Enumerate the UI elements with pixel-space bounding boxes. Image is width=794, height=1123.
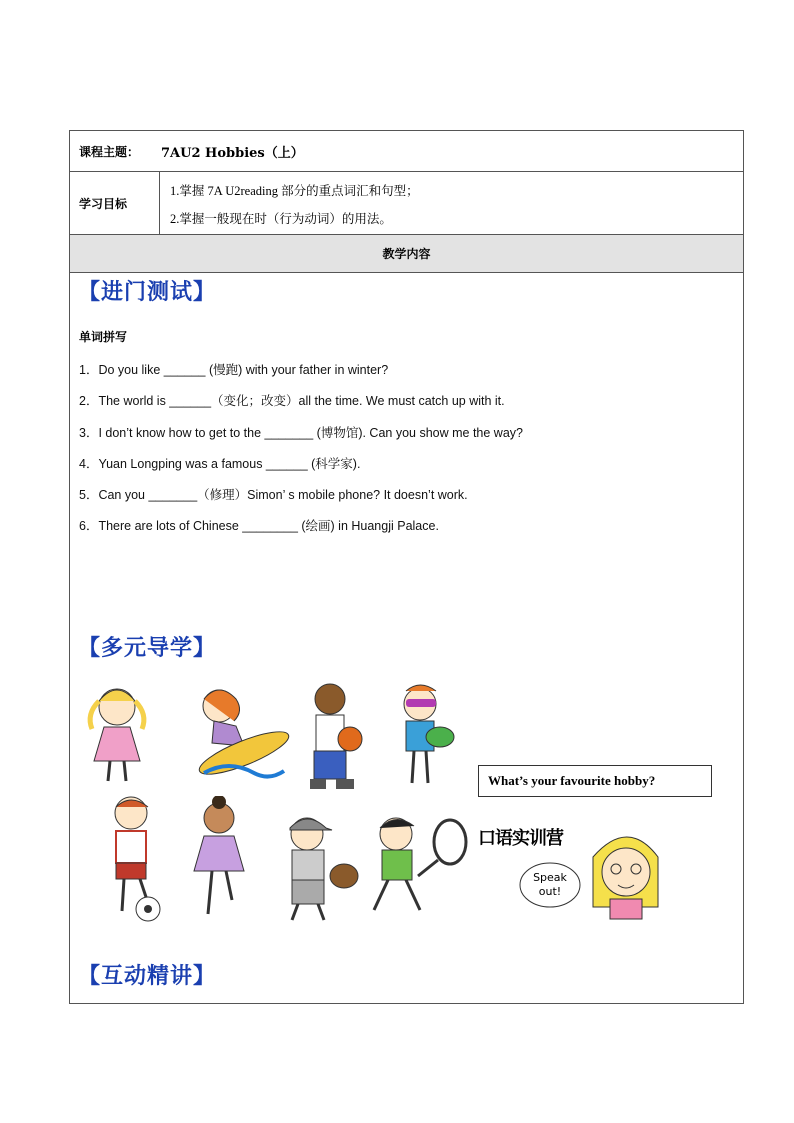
bubble-text: Speak xyxy=(533,871,567,884)
surfing-girl-illustration xyxy=(174,681,294,786)
speak-out-girl-illustration xyxy=(518,817,668,927)
swimming-girl-illustration xyxy=(388,679,458,791)
section-title-guided-learning: 【多元导学】 xyxy=(78,636,217,661)
soccer-boy-illustration xyxy=(96,791,176,923)
topic-value: 7AU2 Hobbies（上） xyxy=(161,146,304,161)
question-item: 4．Yuan Longping was a famous ______ (科学家). xyxy=(79,457,361,471)
question-item: 5．Can you _______（修理）Simon’ s mobile phone? It doesn’t work. xyxy=(79,488,468,502)
section-title-interactive-lecture: 【互动精讲】 xyxy=(78,964,217,989)
question-item: 3．I don’t know how to get to the _______ (博物馆). Can you show me the way? xyxy=(79,426,523,440)
section-title-entry-test: 【进门测试】 xyxy=(78,280,217,305)
baseball-boy-illustration xyxy=(262,806,362,924)
topic-row xyxy=(70,131,743,172)
svg-text:out!: out! xyxy=(538,885,562,898)
section-subtitle: 单词拼写 xyxy=(79,330,128,344)
question-item: 6．There are lots of Chinese ________ (绘画) in Huangji Palace. xyxy=(79,519,439,533)
girl-cartoon-illustration xyxy=(82,679,152,789)
tennis-boy-illustration xyxy=(358,806,470,922)
content-title: 教学内容 xyxy=(382,247,431,261)
question-item: 2．The world is ______（变化；改变）all the time. We must catch up with it. xyxy=(79,394,505,408)
question-item: 1．Do you like ______ (慢跑) with your father in winter? xyxy=(79,363,389,377)
topic xyxy=(79,131,304,172)
hobby-question-callout: What’s your favourite hobby? xyxy=(478,765,712,797)
topic-label: 课程主题： xyxy=(79,145,140,159)
content-header-row xyxy=(70,235,743,273)
goal-label: 学习目标 xyxy=(70,172,160,234)
goal-row xyxy=(70,172,743,235)
speaking-camp-label: 口语实训营 xyxy=(478,828,563,849)
goal-item: 2.掌握一般现在时（行为动词）的用法。 xyxy=(170,212,392,226)
goal-item: 1.掌握 7A U2reading 部分的重点词汇和句型； xyxy=(170,184,419,198)
basketball-boy-illustration xyxy=(298,679,368,797)
ballet-girl-illustration xyxy=(182,796,257,921)
lesson-sheet xyxy=(69,130,744,1004)
